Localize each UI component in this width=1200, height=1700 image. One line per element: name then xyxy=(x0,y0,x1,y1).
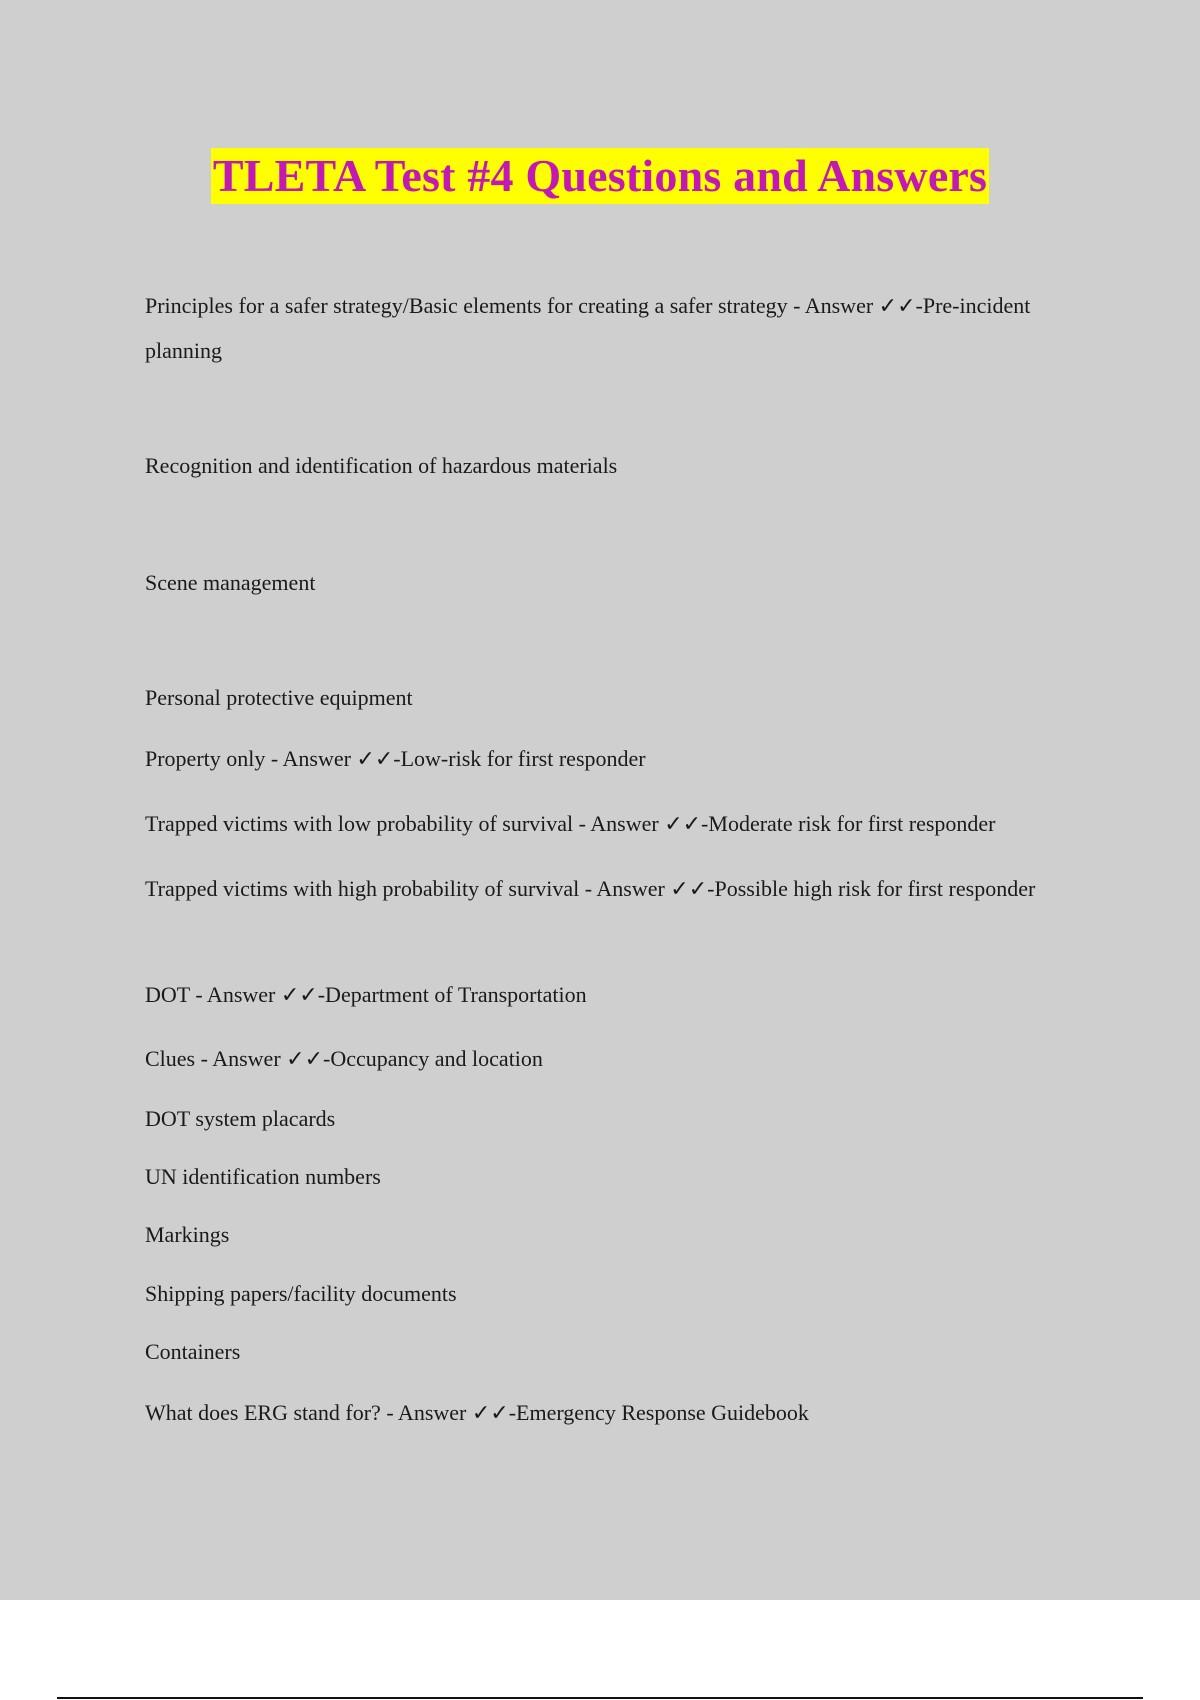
qa-line-recognition: Recognition and identification of hazardous materials xyxy=(145,453,618,478)
title-container xyxy=(0,148,1200,204)
qa-line-scene-management: Scene management xyxy=(145,570,316,595)
qa-line-principles: Principles for a safer strategy/Basic elements for creating a safer strategy - Answer ✓✓-Pre-incident planning xyxy=(145,293,1031,363)
qa-line-property-only: Property only - Answer ✓✓-Low-risk for first responder xyxy=(145,746,646,771)
qa-line-dot-placards: DOT system placards xyxy=(145,1106,336,1131)
qa-line-un-numbers: UN identification numbers xyxy=(145,1164,381,1189)
qa-line-ppe: Personal protective equipment xyxy=(145,685,413,710)
qa-line-erg: What does ERG stand for? - Answer ✓✓-Emergency Response Guidebook xyxy=(145,1400,809,1425)
qa-line-clues: Clues - Answer ✓✓-Occupancy and location xyxy=(145,1046,543,1071)
qa-line-high-probability: Trapped victims with high probability of survival - Answer ✓✓-Possible high risk for first responder xyxy=(145,876,1036,901)
footer-divider xyxy=(57,1697,1143,1699)
qa-line-shipping-papers: Shipping papers/facility documents xyxy=(145,1281,457,1306)
qa-line-low-probability: Trapped victims with low probability of survival - Answer ✓✓-Moderate risk for first responder xyxy=(145,811,996,836)
qa-line-markings: Markings xyxy=(145,1222,230,1247)
document-title: TLETA Test #4 Questions and Answers xyxy=(211,148,989,204)
qa-line-dot: DOT - Answer ✓✓-Department of Transportation xyxy=(145,982,587,1007)
qa-line-containers: Containers xyxy=(145,1339,241,1364)
